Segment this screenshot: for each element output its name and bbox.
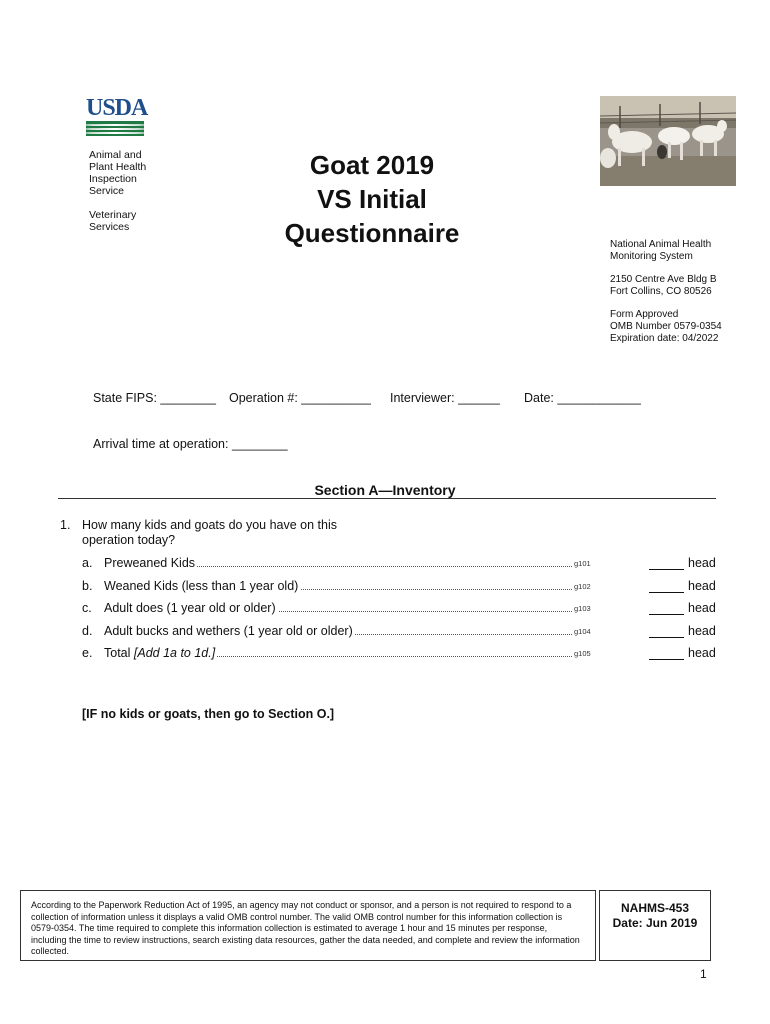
page-number: 1 bbox=[700, 967, 707, 981]
item-letter: d. bbox=[82, 624, 93, 638]
agency-line: Veterinary bbox=[89, 209, 137, 221]
item-unit: head bbox=[688, 624, 716, 638]
inventory-row bbox=[82, 646, 722, 664]
title-line: Questionnaire bbox=[284, 218, 460, 248]
head-count-input[interactable] bbox=[649, 659, 684, 660]
item-label: Adult bucks and wethers (1 year old or older) bbox=[104, 624, 353, 638]
question-number: 1. bbox=[60, 518, 71, 532]
item-unit: head bbox=[688, 556, 716, 570]
question-text-line: How many kids and goats do you have on this bbox=[82, 518, 338, 532]
operation-number-field[interactable]: Operation #: __________ bbox=[229, 391, 371, 405]
item-code: g105 bbox=[574, 649, 591, 658]
paperwork-notice: According to the Paperwork Reduction Act of 1995, an agency may not conduct or sponsor, and a person is not required to respond to a collection of information unless it displays a valid OMB control number. The valid OMB control number for this information collection is 0579-0354. The time required to complete this information collection is estimated to average 1 hour and 15 minutes per response, including the time to review instructions, search existing data resources, gather the data needed, and complete and review the information collected. bbox=[20, 890, 596, 961]
item-label: Adult does (1 year old or older) bbox=[104, 601, 276, 615]
inventory-row bbox=[82, 601, 722, 619]
head-count-input[interactable] bbox=[649, 569, 684, 570]
item-label: Total [Add 1a to 1d.] bbox=[104, 646, 216, 660]
item-letter: e. bbox=[82, 646, 93, 660]
interviewer-field[interactable]: Interviewer: ______ bbox=[390, 391, 500, 405]
agency-block bbox=[89, 149, 169, 233]
address-line: National Animal Health bbox=[610, 239, 712, 250]
title-line: VS Initial bbox=[317, 184, 427, 214]
question-text-line: operation today? bbox=[82, 533, 176, 547]
agency-line: Services bbox=[89, 221, 130, 233]
section-title: Section A—Inventory bbox=[314, 482, 456, 498]
title-line: Goat 2019 bbox=[309, 150, 435, 180]
question-text bbox=[82, 518, 337, 548]
date-field[interactable]: Date: ____________ bbox=[524, 391, 641, 405]
inventory-row bbox=[82, 579, 722, 597]
inventory-row bbox=[82, 556, 722, 574]
agency-line: Inspection bbox=[89, 173, 137, 185]
item-code: g101 bbox=[574, 559, 591, 568]
item-label: Weaned Kids (less than 1 year old) bbox=[104, 579, 299, 593]
item-letter: a. bbox=[82, 556, 93, 570]
approval-line: OMB Number 0579-0354 bbox=[610, 321, 722, 332]
head-count-input[interactable] bbox=[649, 637, 684, 638]
item-code: g103 bbox=[574, 604, 591, 613]
item-letter: c. bbox=[82, 601, 92, 615]
state-fips-field[interactable]: State FIPS: ________ bbox=[93, 391, 217, 405]
usda-logo bbox=[86, 95, 148, 136]
approval-line: Expiration date: 04/2022 bbox=[610, 333, 719, 344]
item-label: Preweaned Kids bbox=[104, 556, 196, 570]
address-line: Fort Collins, CO 80526 bbox=[610, 286, 712, 297]
goats-photo bbox=[600, 96, 736, 186]
section-divider bbox=[58, 498, 716, 499]
agency-line: Service bbox=[89, 185, 125, 197]
item-unit: head bbox=[688, 579, 716, 593]
agency-line: Plant Health bbox=[89, 161, 147, 173]
usda-logo-text: USDA bbox=[86, 95, 148, 121]
form-number: NAHMS-453 bbox=[620, 901, 689, 915]
document-title bbox=[262, 148, 482, 250]
form-date: Date: Jun 2019 bbox=[612, 916, 698, 930]
arrival-time-field[interactable]: Arrival time at operation: ________ bbox=[93, 437, 288, 451]
head-count-input[interactable] bbox=[649, 614, 684, 615]
form-id-box bbox=[599, 890, 711, 961]
approval-line: Form Approved bbox=[610, 309, 679, 320]
item-code: g102 bbox=[574, 582, 591, 591]
address-line: 2150 Centre Ave Bldg B bbox=[610, 274, 717, 285]
skip-instruction: [IF no kids or goats, then go to Section O.] bbox=[82, 707, 335, 721]
item-unit: head bbox=[688, 646, 716, 660]
inventory-row bbox=[82, 624, 722, 642]
usda-logo-band bbox=[86, 121, 144, 136]
item-unit: head bbox=[688, 601, 716, 615]
nahms-address-block bbox=[610, 239, 722, 345]
agency-line: Animal and bbox=[89, 149, 142, 161]
item-letter: b. bbox=[82, 579, 93, 593]
address-line: Monitoring System bbox=[610, 251, 693, 262]
head-count-input[interactable] bbox=[649, 592, 684, 593]
item-code: g104 bbox=[574, 627, 591, 636]
